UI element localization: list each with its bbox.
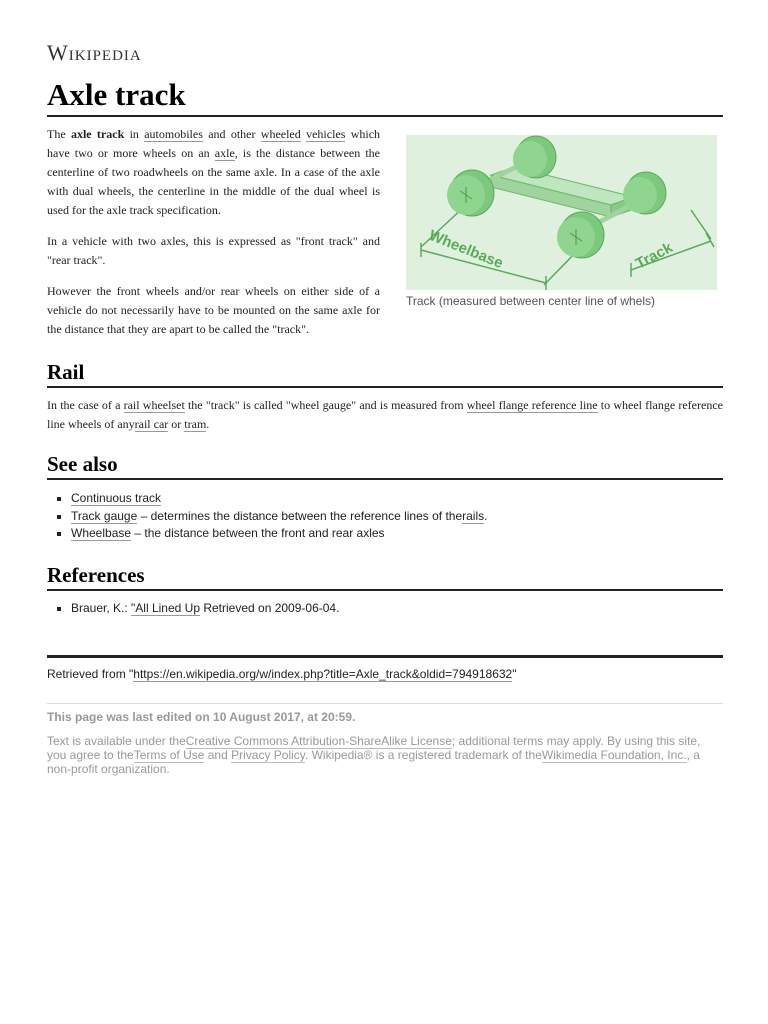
link-cc-by-sa[interactable]: Creative Commons Attribution-ShareAlike License [185, 734, 452, 748]
text-run: , is the distance between the centerline of two roadwheels on the same axle. In a case of the axle with dual wheels, the centerline in the middle of the dual wheel is used for the axle track specification. [47, 146, 381, 217]
figure [406, 135, 717, 309]
text-run: Retrieved from " [47, 667, 134, 681]
link-wheeled[interactable]: wheeled [260, 127, 301, 141]
text-run: . Wikipedia® is a registered trademark of the [304, 748, 542, 762]
bold-term: axle track [70, 127, 125, 141]
link-automobiles[interactable]: automobiles [144, 127, 203, 141]
link-rail-wheelset[interactable]: rail wheelset [123, 398, 185, 412]
text-run: which have two or more wheels on an [47, 127, 381, 160]
text-run: the "track" is called "wheel gauge" and is measured from [184, 398, 467, 412]
intro-paragraph-1 [47, 125, 380, 220]
track-label: Track [632, 239, 676, 273]
text-run: – determines the distance between the reference lines of the [137, 508, 463, 523]
retrieved-from [47, 655, 723, 681]
link-tram[interactable]: tram [184, 417, 207, 431]
text-run: . [206, 417, 210, 431]
list-item [71, 490, 488, 508]
link-rail-car[interactable]: rail car [134, 417, 169, 431]
wikipedia-wordmark[interactable]: Wikipedia [47, 40, 142, 65]
text-run: to wheel flange reference line wheels of any [47, 398, 723, 431]
intro-paragraph-2: In a vehicle with two axles, this is expressed as "front track" and "rear track". [47, 234, 380, 267]
text-run: in [124, 127, 145, 141]
intro-text [47, 125, 380, 351]
link-wheel-flange-reference-line[interactable]: wheel flange reference line [466, 398, 598, 412]
link-terms-of-use[interactable]: Terms of Use [133, 748, 205, 762]
text-run: or [168, 417, 185, 431]
link-privacy-policy[interactable]: Privacy Policy [231, 748, 305, 762]
intro-paragraph-3: However the front wheels and/or rear wheels on either side of a vehicle do not necessarily have to be mounted on the same axle for the distance that they are apart to be called the "track". [47, 284, 380, 336]
link-all-lined-up[interactable]: "All Lined Up [131, 601, 200, 615]
rail-paragraph [47, 396, 723, 434]
section-heading-rail: Rail [47, 359, 723, 388]
link-permanent-url[interactable]: https://en.wikipedia.org/w/index.php?title=Axle_track&oldid=794918632 [133, 667, 513, 681]
text-run: Brauer, K.: [71, 601, 132, 615]
link-wikimedia-foundation[interactable]: Wikimedia Foundation, Inc. [541, 748, 687, 762]
text-run: Text is available under the [47, 734, 186, 748]
link-axle[interactable]: axle [214, 146, 235, 160]
text-run: and other [202, 127, 261, 141]
references-list [47, 600, 339, 618]
link-continuous-track[interactable]: Continuous track [71, 491, 162, 505]
text-run: The [47, 127, 71, 141]
list-item [71, 508, 488, 526]
see-also-list [47, 490, 488, 543]
text-run: , a non-profit organization. [47, 748, 700, 776]
wheelbase-label: Wheelbase [426, 226, 506, 273]
link-rails[interactable]: rails [462, 508, 485, 523]
license-text [47, 734, 723, 776]
section-heading-references: References [47, 562, 723, 591]
text-run: ; additional terms may apply. By using this site, you agree to the [47, 734, 701, 762]
link-vehicles[interactable]: vehicles [306, 127, 346, 141]
link-wheelbase[interactable]: Wheelbase [71, 526, 132, 540]
text-run: – the distance between the front and rear axles [131, 526, 385, 540]
axle-track-diagram[interactable] [406, 135, 717, 290]
list-item [71, 600, 339, 618]
figure-caption: Track (measured between center line of whels) [406, 294, 655, 308]
text-run: . [484, 508, 488, 523]
page-title: Axle track [47, 76, 723, 117]
section-heading-see-also: See also [47, 451, 723, 480]
text-run: In the case of a [47, 398, 124, 412]
text-run: and [204, 748, 232, 762]
text-run: Retrieved on 2009-06-04. [200, 601, 340, 615]
footer-divider [47, 703, 723, 704]
text-run: " [512, 667, 517, 681]
last-edited: This page was last edited on 10 August 2017, at 20:59. [47, 710, 356, 724]
link-track-gauge[interactable]: Track gauge [71, 508, 138, 523]
list-item [71, 525, 488, 543]
